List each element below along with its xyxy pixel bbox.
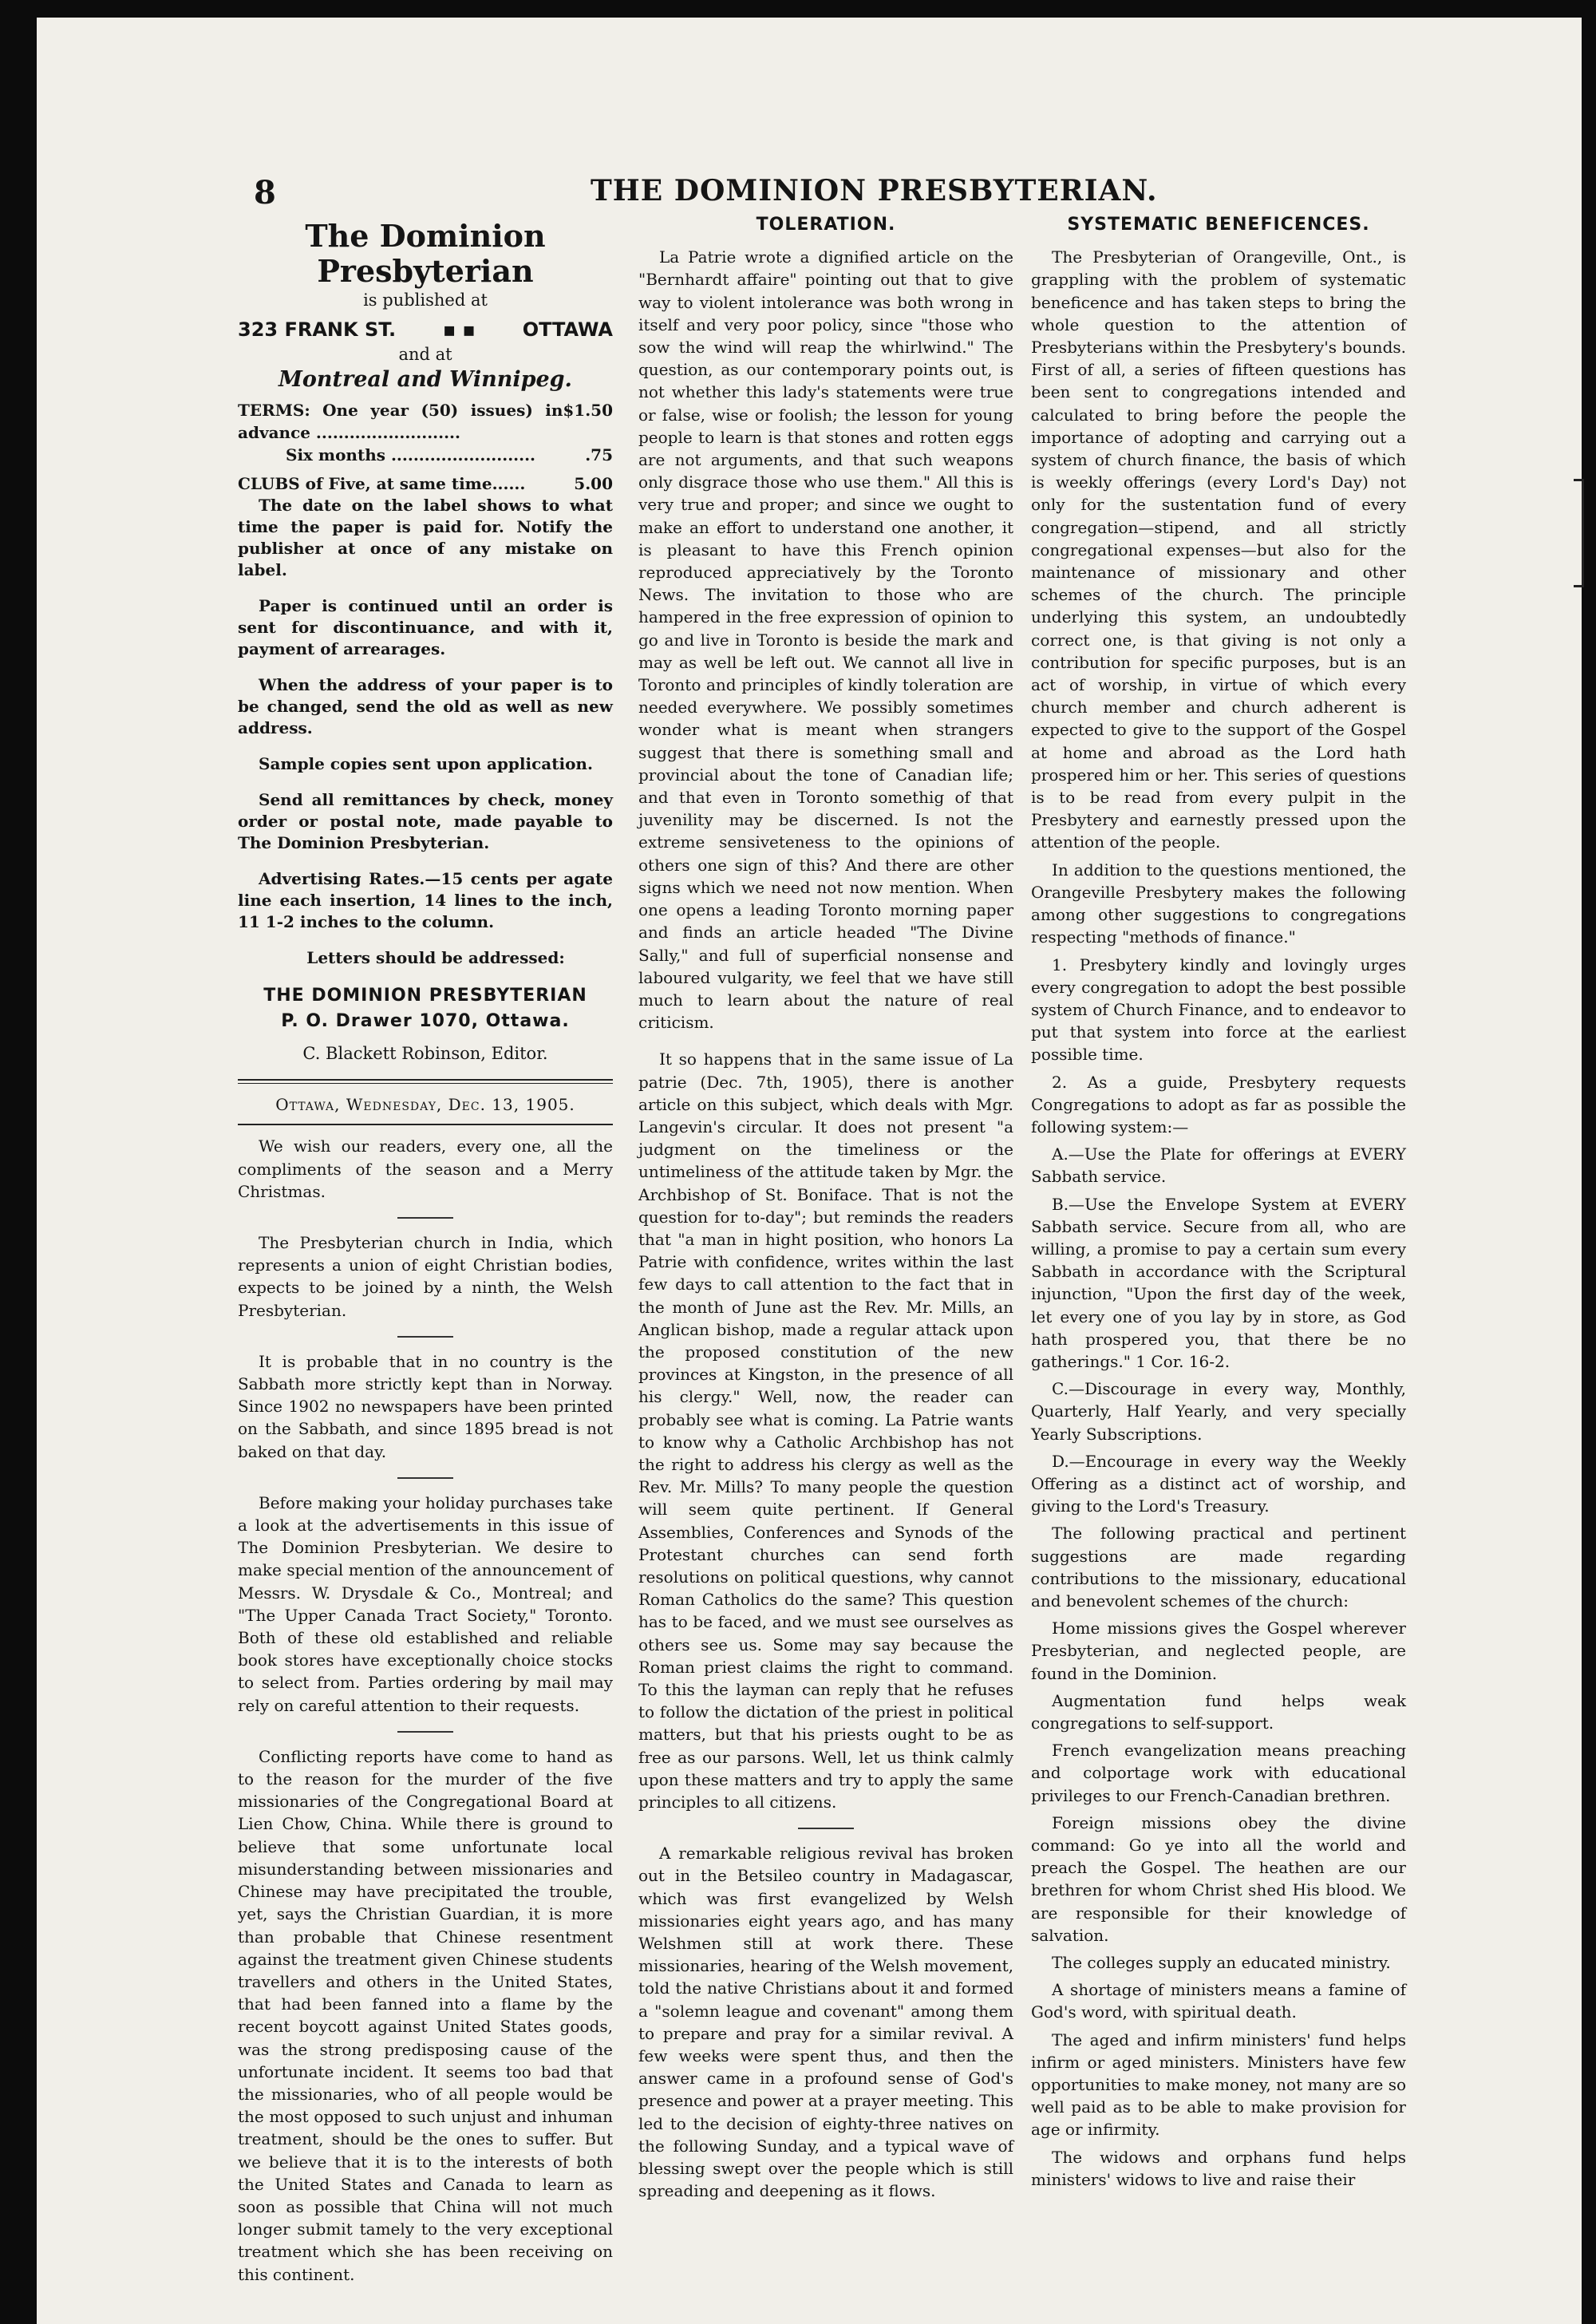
notice-advertising-rates: Advertising Rates.—15 cents per agate line each insertion, 14 lines to the inch, 11 1-2 inches to the column. <box>238 869 613 931</box>
systematic-intro: The Presbyterian of Orangeville, Ont., is grappling with the problem of systematic beneficence and has taken steps to bring the whole question to the attention of Presbyterians within the Presbytery's bounds. First of all, a series of fifteen questions has been sent to congregations intended and calculated to bring before the people the importance of adopting and carrying out a system of church finance, the basis of which is weekly offerings (every Lord's Day) not only for the sustentation fund of every congregation—stipend, and all strictly congregational expenses—but also for the maintenance of missionary and other schemes of the church. The principle underlying this system, an undoubtedly correct one, is that giving is not only a contribution for specific purposes, but is an act of worship, in virtue of which every church member and church adherent is expected to give to the support of the Gospel at home and abroad as the Lord hath prospered him or her. This series of questions is to be read from every pulpit in the Presbytery and earnestly pressed upon the attention of the people. <box>1031 247 1406 852</box>
terms-six-months-row <box>238 444 613 466</box>
terms-clubs-label: CLUBS of Five, at same time...... <box>238 474 526 493</box>
systematic-item-a: A.—Use the Plate for offerings at EVERY Sabbath service. <box>1031 1144 1406 1187</box>
section-divider <box>397 1336 453 1338</box>
notice-continuance: Paper is continued until an order is sent for discontinuance, and with it, payment of arrearages. <box>238 596 613 658</box>
toleration-paragraph-1: La Patrie wrote a dignified article on the "Bernhardt affaire" pointing out that to give way to violent intolerance was both wrong in itself and very poor policy, since "those who sow the wind will reap the whirlwind." The question, as our contemporary points out, is not whether this lady's statements were true or false, wise or foolish; the lesson for young people to learn is that stones and rotten eggs are not arguments, and that such weapons only disgrace those who use them." All this is very true and proper; and since we ought to make an effort to understand one another, it is pleasant to have this French opinion reproduced appreciatively by the Toronto News. The invitation to those who are hampered in the free expression of opinion to go and live in Toronto is beside the mark and may as well be left out. We cannot all live in Toronto and principles of kindly toleration are needed everywhere. We possibly sometimes wonder what is meant when strangers suggest that there is something small and provincial about the tone of Canadian life; and that even in Toronto somethig of that juvenility may be discerned. Is not the extreme sensiveteness to the opinions of others one sign of this? And there are other signs which we need not now mention. When one opens a leading Toronto morning paper and finds an article headed "The Divine Sally," and full of superficial nonsense and laboured vulgarity, we feel that we have still much to learn about the nature of real criticism. <box>638 247 1013 1033</box>
systematic-foreign: Foreign missions obey the divine command: Go ye into all the world and preach the Gospel. The heathen are our brethren for whom Christ shed His blood. We are responsible for their knowledge of salvation. <box>1031 1812 1406 1945</box>
systematic-aged: The aged and infirm ministers' fund helps infirm or aged ministers. Ministers have few opportunities to make money, not many are so well paid as to be able to make provision for age or infirmity. <box>1031 2030 1406 2140</box>
terms-year-label: TERMS: One year (50) issues) in advance .......................... <box>238 401 563 442</box>
section-divider <box>397 1217 453 1219</box>
systematic-widows: The widows and orphans fund helps ministers' widows to live and raise their <box>1031 2147 1406 2189</box>
toleration-heading: TOLERATION. <box>756 215 896 235</box>
systematic-practical: The following practical and pertinent suggestions are made regarding contributions to the missionary, educational and benevolent schemes of the church: <box>1031 1524 1406 1611</box>
systematic-augmentation: Augmentation fund helps weak congregations to self-support. <box>1031 1690 1406 1733</box>
page-number: 8 <box>254 174 276 211</box>
left-column <box>238 214 613 2300</box>
systematic-addition: In addition to the questions mentioned, the Orangeville Presbytery makes the following among other suggestions to congregations respecting "methods of finance." <box>1031 860 1406 947</box>
masthead-address-separator: ▪ ▪ <box>442 318 476 341</box>
paragraph-holiday-purchases: Before making your holiday purchases take a look at the advertisements in this issue of The Dominion Presbyterian. We desire to make special mention of the announcement of Messrs. W. Drysdale & Co., Montreal; and "The Upper Canada Tract Society," Toronto. Both of these old established and reliable book stores have exceptionally choice stocks to select from. Parties ordering by mail may rely on careful attention to their requests. <box>238 1492 613 1715</box>
masthead-and-at: and at <box>398 345 452 364</box>
terms-six-months-label: Six months .......................... <box>286 445 536 464</box>
terms-year-row <box>238 399 613 444</box>
letters-name: THE DOMINION PRESBYTERIAN <box>263 986 587 1006</box>
middle-column <box>638 214 1013 2216</box>
systematic-french: French evangelization means preaching and colportage work with educational privileges to our French-Canadian brethren. <box>1031 1741 1406 1805</box>
right-column <box>1031 214 1406 2196</box>
paragraph-christmas-greeting: We wish our readers, every one, all the compliments of the season and a Merry Christmas. <box>238 1136 613 1201</box>
paragraph-madagascar-revival: A remarkable religious revival has broken out in the Betsileo country in Madagascar, which was first evangelized by Welsh missionaries eight years ago, and has many Welshmen still at work there. These missionaries, hearing of the Welsh movement, told the native Christians about it and formed a "solemn league and covenant" among them to prepare and pray for a similar revival. A few weeks were spent thus, and then the answer came in a profound sense of God's presence and power at a prayer meeting. This led to the decision of eighty-three natives on the following Sunday, and a typical wave of blessing swept over the people which is still spreading and deepening as it flows. <box>638 1844 1013 2201</box>
dateline-rule <box>238 1124 613 1125</box>
systematic-shortage: A shortage of ministers means a famine of God's word, with spiritual death. <box>1031 1980 1406 2022</box>
masthead-cities: Montreal and Winnipeg. <box>279 367 572 392</box>
notice-letters-label: Letters should be addressed: <box>306 948 565 967</box>
masthead-divider <box>238 1079 613 1084</box>
terms-clubs-row <box>238 472 613 495</box>
systematic-heading: SYSTEMATIC BENEFICENCES. <box>1067 215 1370 235</box>
letters-address <box>238 983 613 1034</box>
notice-label-date: The date on the label shows to what time the paper is paid for. Notify the publisher at once of any mistake on label. <box>238 496 613 579</box>
notice-remittances: Send all remittances by check, money order or postal note, made payable to The Dominion Presbyterian. <box>238 790 613 852</box>
binding-clip-mark <box>1574 479 1584 587</box>
terms-six-months-price: .75 <box>585 445 613 464</box>
notice-sample-copies: Sample copies sent upon application. <box>259 754 593 773</box>
systematic-item-1: 1. Presbytery kindly and lovingly urges every congregation to adopt the best possible system of Church Finance, and to endeavor to put that system into force at the earliest possible time. <box>1031 955 1406 1065</box>
systematic-item-2: 2. As a guide, Presbytery requests Congregations to adopt as far as possible the following system:— <box>1031 1072 1406 1136</box>
systematic-colleges: The colleges supply an educated ministry. <box>1052 1953 1391 1973</box>
issue-dateline: Ottawa, Wednesday, Dec. 13, 1905. <box>275 1095 575 1115</box>
masthead-city: OTTAWA <box>522 318 613 341</box>
systematic-home-missions: Home missions gives the Gospel wherever Presbyterian, and neglected people, are found in the Dominion. <box>1031 1618 1406 1683</box>
scan-top-edge <box>0 0 1596 18</box>
paragraph-norway-sabbath: It is probable that in no country is the Sabbath more strictly kept than in Norway. Since 1902 no newspapers have been printed on the Sabbath, and since 1895 bread is not baked on that day. <box>238 1351 613 1461</box>
terms-clubs-price: 5.00 <box>574 474 613 493</box>
notice-address-change: When the address of your paper is to be changed, send the old as well as new address. <box>238 675 613 737</box>
masthead-street: 323 FRANK ST. <box>238 318 397 341</box>
scan-left-edge <box>0 0 37 2324</box>
masthead-address <box>238 316 613 343</box>
terms-year-price: $1.50 <box>563 401 613 420</box>
masthead-title: The Dominion Presbyterian <box>305 218 546 289</box>
scan-right-edge <box>1582 0 1596 2324</box>
systematic-item-b: B.—Use the Envelope System at EVERY Sabbath service. Secure from all, who are willing, a promise to pay a certain sum every Sabbath in accordance with the Scriptural injunction, "Upon the first day of the week, let every one of you lay by in store, as God hath prospered you, that there be no gatherings." 1 Cor. 16-2. <box>1031 1194 1406 1371</box>
paragraph-china-missionaries: Conflicting reports have come to hand as to the reason for the murder of the five missionaries of the Congregational Board at Lien Chow, China. While there is ground to believe that some unfortunate local misunderstanding between missionaries and Chinese may have precipitated the trouble, yet, says the Christian Guardian, it is more than probable that Chinese resentment against the treatment given Chinese students travellers and others in the United States, that had been fanned into a flame by the recent boycott against United States goods, was the strong predisposing cause of the unfortunate incident. It seems too bad that the missionaries, who of all people would be the most opposed to such unjust and inhuman treatment, should be the ones to suffer. But we believe that it is to the interests of both the United States and Canada to learn as soon as possible that China will not much longer submit tamely to the very exceptional treatment which she has been receiving on this continent. <box>238 1746 613 2284</box>
section-divider <box>397 1477 453 1479</box>
systematic-item-d: D.—Encourage in every way the Weekly Offering as a distinct act of worship, and giving to the Lord's Treasury. <box>1031 1451 1406 1516</box>
systematic-item-c: C.—Discourage in every way, Monthly, Quarterly, Half Yearly, and very specially Yearly Subscriptions. <box>1031 1379 1406 1444</box>
masthead-published-at: is published at <box>363 290 488 310</box>
toleration-paragraph-2: It so happens that in the same issue of La patrie (Dec. 7th, 1905), there is another article on this subject, which deals with Mgr. Langevin's circular. It does not present "a judgment on the timeliness or the untimeliness of the attitude taken by Mgr. the Archbishop of St. Boniface. That is not the question for to-day"; but reminds the readers that "a man in hight position, who honors La Patrie with confidence, writes within the last few days to call attention to the fact that in the month of June ast the Rev. Mr. Mills, an Anglican bishop, made a regular attack upon the proposed constitution of the new provinces at Kingston, in the presence of all his clergy." Well, now, the reader can probably see what is coming. La Patrie wants to know why a Catholic Archbishop has not the right to address his clergy as well as the Rev. Mr. Mills? To many people the question will seem quite pertinent. If General Assemblies, Conferences and Synods of the Protestant churches can send forth resolutions on political questions, why cannot Roman Catholics do the same? This question has to be faced, and we must see ourselves as others see us. Some may say because the Roman priest claims the right to command. To this the layman can reply that he refuses to follow the dictation of the priest in political matters, but that his priests ought to be as free as our parsons. Well, let us think calmly upon these matters and try to apply the same principles to all citizens. <box>638 1049 1013 1812</box>
subscription-terms <box>238 399 613 495</box>
paragraph-india-church: The Presbyterian church in India, which represents a union of eight Christian bodies, expects to be joined by a ninth, the Welsh Presbyterian. <box>238 1233 613 1320</box>
running-title: THE DOMINION PRESBYTERIAN. <box>591 174 1158 208</box>
section-divider <box>397 1731 453 1733</box>
section-divider <box>798 1828 854 1829</box>
editor-credit: C. Blackett Robinson, Editor. <box>302 1044 548 1063</box>
letters-box: P. O. Drawer 1070, Ottawa. <box>281 1011 570 1031</box>
